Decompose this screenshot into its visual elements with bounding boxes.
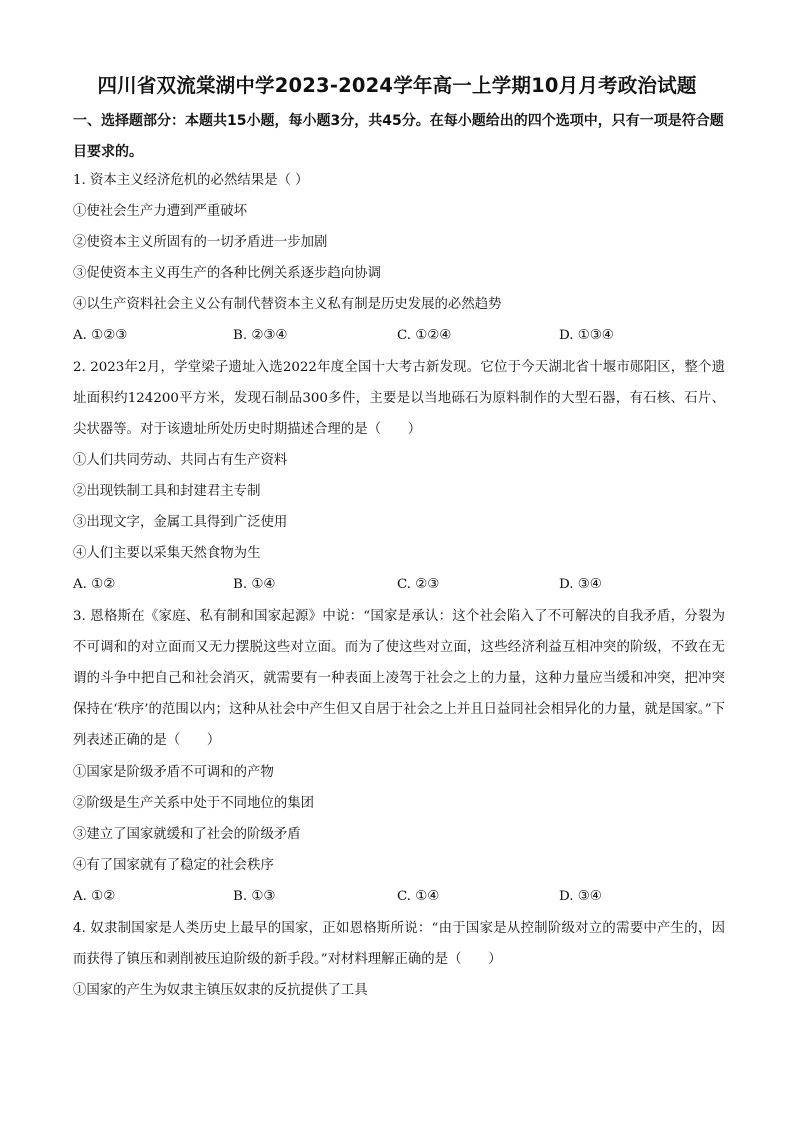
question-1-option-c: C. ①②④ — [397, 328, 452, 343]
question-2-option-a: A. ①② — [73, 577, 116, 592]
question-1-item-1: ①使社会生产力遭到严重破坏 — [73, 204, 248, 219]
question-1-option-a: A. ①②③ — [73, 328, 128, 343]
question-2-option-b: B. ①④ — [233, 577, 276, 592]
question-2-option-c: C. ②③ — [397, 577, 440, 592]
section-header: 一、选择题部分：本题共15小题，每小题3分，共45分。在每小题给出的四个选项中，只有一项是符合题目要求的。 — [73, 113, 724, 160]
question-3-item-3: ③建立了国家就缓和了社会的阶级矛盾 — [73, 827, 301, 842]
question-4-stem: 4. 奴隶制国家是人类历史上最早的国家，正如恩格斯所说：“由于国家是从控制阶级对立的需要中产生的，因而获得了镇压和剥削被压迫阶级的新手段。”对材料理解正确的是（ ） — [73, 921, 725, 967]
question-2-option-d: D. ③④ — [559, 577, 602, 592]
question-2-item-3: ③出现文字，金属工具得到广泛使用 — [73, 515, 288, 530]
question-3-stem: 3. 恩格斯在《家庭、私有制和国家起源》中说：“国家是承认：这个社会陷入了不可解决的自我矛盾，分裂为不可调和的对立面而又无力摆脱这些对立面。而为了使这些对立面，这些经济利益互相冲突的阶级，不致在无谓的斗争中把自己和社会消灭，就需要有一种表面上凌驾于社会之上的力量，这种力量应当缓和冲突，把冲突保持在‘秩序’的范围以内；这种从社会中产生但又自居于社会之上并且日益同社会相异化的力量，就是国家。”下列表述正确的是（ ） — [73, 609, 725, 748]
question-1-option-d: D. ①③④ — [559, 328, 614, 343]
question-1-item-4: ④以生产资料社会主义公有制代替资本主义私有制是历史发展的必然趋势 — [73, 297, 502, 312]
question-1-stem: 1. 资本主义经济危机的必然结果是（ ） — [73, 173, 309, 188]
question-3-item-2: ②阶级是生产关系中处于不同地位的集团 — [73, 796, 315, 811]
question-2-item-2: ②出现铁制工具和封建君主专制 — [73, 484, 261, 499]
question-3-option-c: C. ①④ — [397, 889, 440, 904]
question-2-stem: 2. 2023年2月，学堂梁子遗址入选2022年度全国十大考古新发现。它位于今天湖北省十堰市郧阳区，整个遗址面积约124200平方米，发现石制品300多件，主要是以当地砾石为原料制作的大型石器，有石核、石片、尖状器等。对于该遗址所处历史时期描述合理的是（ ） — [73, 360, 725, 437]
question-3-option-b: B. ①③ — [233, 889, 276, 904]
question-1-item-2: ②使资本主义所固有的一切矛盾进一步加剧 — [73, 235, 328, 250]
page-title: 四川省双流棠湖中学2023-2024学年高一上学期10月月考政治试题 — [97, 74, 697, 97]
question-2-item-1: ①人们共同劳动、共同占有生产资料 — [73, 453, 288, 468]
question-3-item-1: ①国家是阶级矛盾不可调和的产物 — [73, 765, 274, 780]
question-3-option-d: D. ③④ — [559, 889, 602, 904]
question-2-item-4: ④人们主要以采集天然食物为生 — [73, 546, 261, 561]
question-3-item-4: ④有了国家就有了稳定的社会秩序 — [73, 858, 274, 873]
question-1-item-3: ③促使资本主义再生产的各种比例关系逐步趋向协调 — [73, 266, 381, 281]
question-1-option-b: B. ②③④ — [233, 328, 288, 343]
question-4-item-1: ①国家的产生为奴隶主镇压奴隶的反抗提供了工具 — [73, 983, 368, 998]
question-3-option-a: A. ①② — [73, 889, 116, 904]
